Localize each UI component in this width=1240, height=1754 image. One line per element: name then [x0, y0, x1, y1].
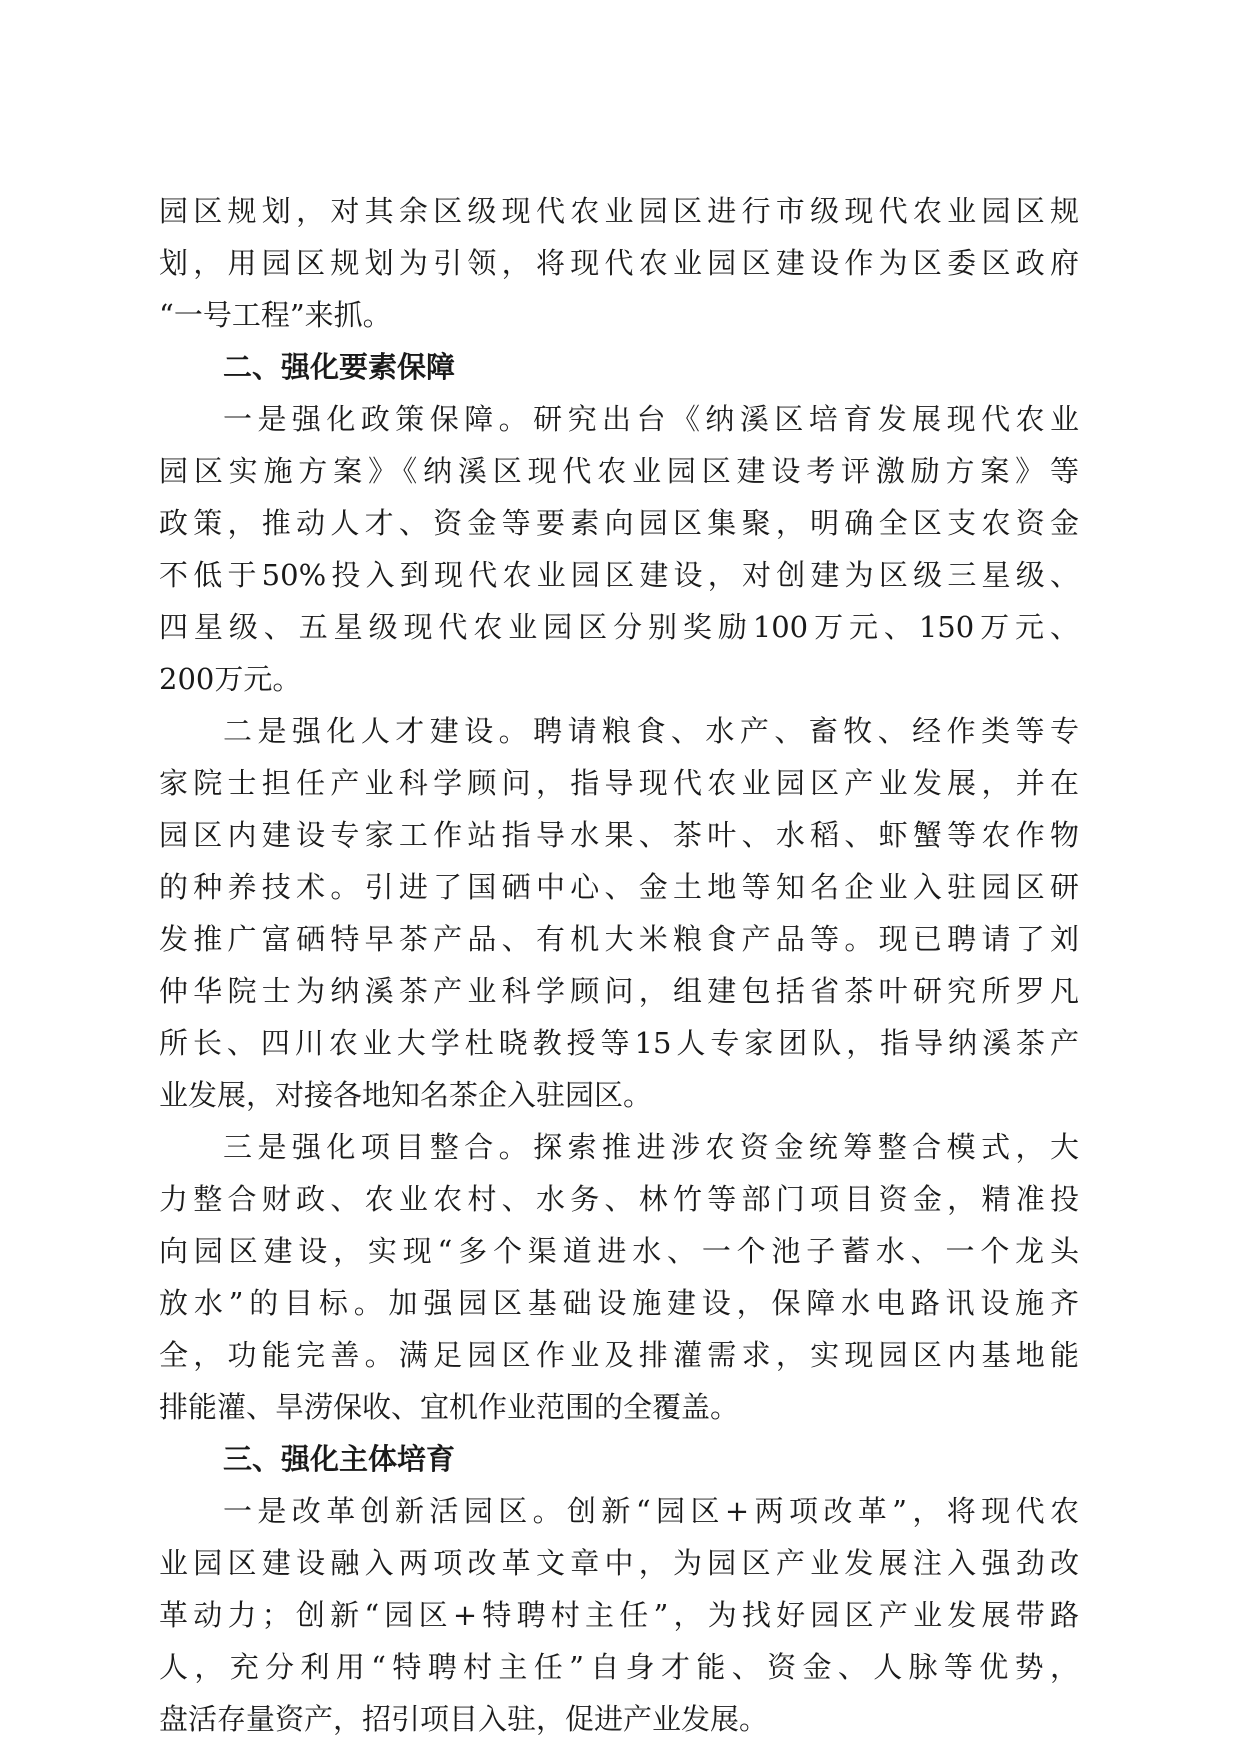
paragraph-line: 不低于50%投入到现代农业园区建设，对创建为区级三星级、 — [159, 558, 1079, 592]
paragraph-line: 业园区建设融入两项改革文章中，为园区产业发展注入强劲改 — [159, 1546, 1079, 1580]
paragraph-line: 一是改革创新活园区。创新“园区+两项改革”，将现代农 — [223, 1494, 1079, 1528]
paragraph-line: 一是强化政策保障。研究出台《纳溪区培育发展现代农业 — [223, 402, 1079, 436]
paragraph-line: 二是强化人才建设。聘请粮食、水产、畜牧、经作类等专 — [223, 714, 1079, 748]
paragraph-line: 所长、四川农业大学杜晓教授等15人专家团队，指导纳溪茶产 — [159, 1026, 1079, 1060]
paragraph-line: 全，功能完善。满足园区作业及排灌需求，实现园区内基地能 — [159, 1338, 1079, 1372]
paragraph-line: 政策，推动人才、资金等要素向园区集聚，明确全区支农资金 — [159, 506, 1079, 540]
paragraph-line: 力整合财政、农业农村、水务、林竹等部门项目资金，精准投 — [159, 1182, 1079, 1216]
section-heading-3: 三、强化主体培育 — [223, 1442, 456, 1476]
paragraph-line: 盘活存量资产，招引项目入驻，促进产业发展。 — [159, 1702, 769, 1736]
paragraph-line: 人，充分利用“特聘村主任”自身才能、资金、人脉等优势， — [159, 1650, 1079, 1684]
paragraph-line: 三是强化项目整合。探索推进涉农资金统筹整合模式，大 — [223, 1130, 1079, 1164]
paragraph-line: 200万元。 — [159, 662, 302, 696]
paragraph-line: 划，用园区规划为引领，将现代农业园区建设作为区委区政府 — [159, 246, 1079, 280]
section-heading-2: 二、强化要素保障 — [223, 350, 456, 384]
paragraph-line: 园区内建设专家工作站指导水果、茶叶、水稻、虾蟹等农作物 — [159, 818, 1079, 852]
paragraph-line: 家院士担任产业科学顾问，指导现代农业园区产业发展，并在 — [159, 766, 1079, 800]
paragraph-line: 的种养技术。引进了国硒中心、金土地等知名企业入驻园区研 — [159, 870, 1079, 904]
paragraph-line: 革动力；创新“园区+特聘村主任”，为找好园区产业发展带路 — [159, 1598, 1079, 1632]
paragraph-line: “一号工程”来抓。 — [159, 298, 392, 332]
paragraph-line: 向园区建设，实现“多个渠道进水、一个池子蓄水、一个龙头 — [159, 1234, 1079, 1268]
paragraph-line: 发推广富硒特早茶产品、有机大米粮食产品等。现已聘请了刘 — [159, 922, 1079, 956]
paragraph-line: 四星级、五星级现代农业园区分别奖励100万元、150万元、 — [159, 610, 1079, 644]
paragraph-line: 业发展，对接各地知名茶企入驻园区。 — [159, 1078, 653, 1112]
paragraph-line: 排能灌、旱涝保收、宜机作业范围的全覆盖。 — [159, 1390, 740, 1424]
paragraph-line: 放水”的目标。加强园区基础设施建设，保障水电路讯设施齐 — [159, 1286, 1079, 1320]
paragraph-line: 仲华院士为纳溪茶产业科学顾问，组建包括省茶叶研究所罗凡 — [159, 974, 1079, 1008]
paragraph-line: 园区规划，对其余区级现代农业园区进行市级现代农业园区规 — [159, 194, 1079, 228]
paragraph-line: 园区实施方案》《纳溪区现代农业园区建设考评激励方案》等 — [159, 454, 1079, 488]
